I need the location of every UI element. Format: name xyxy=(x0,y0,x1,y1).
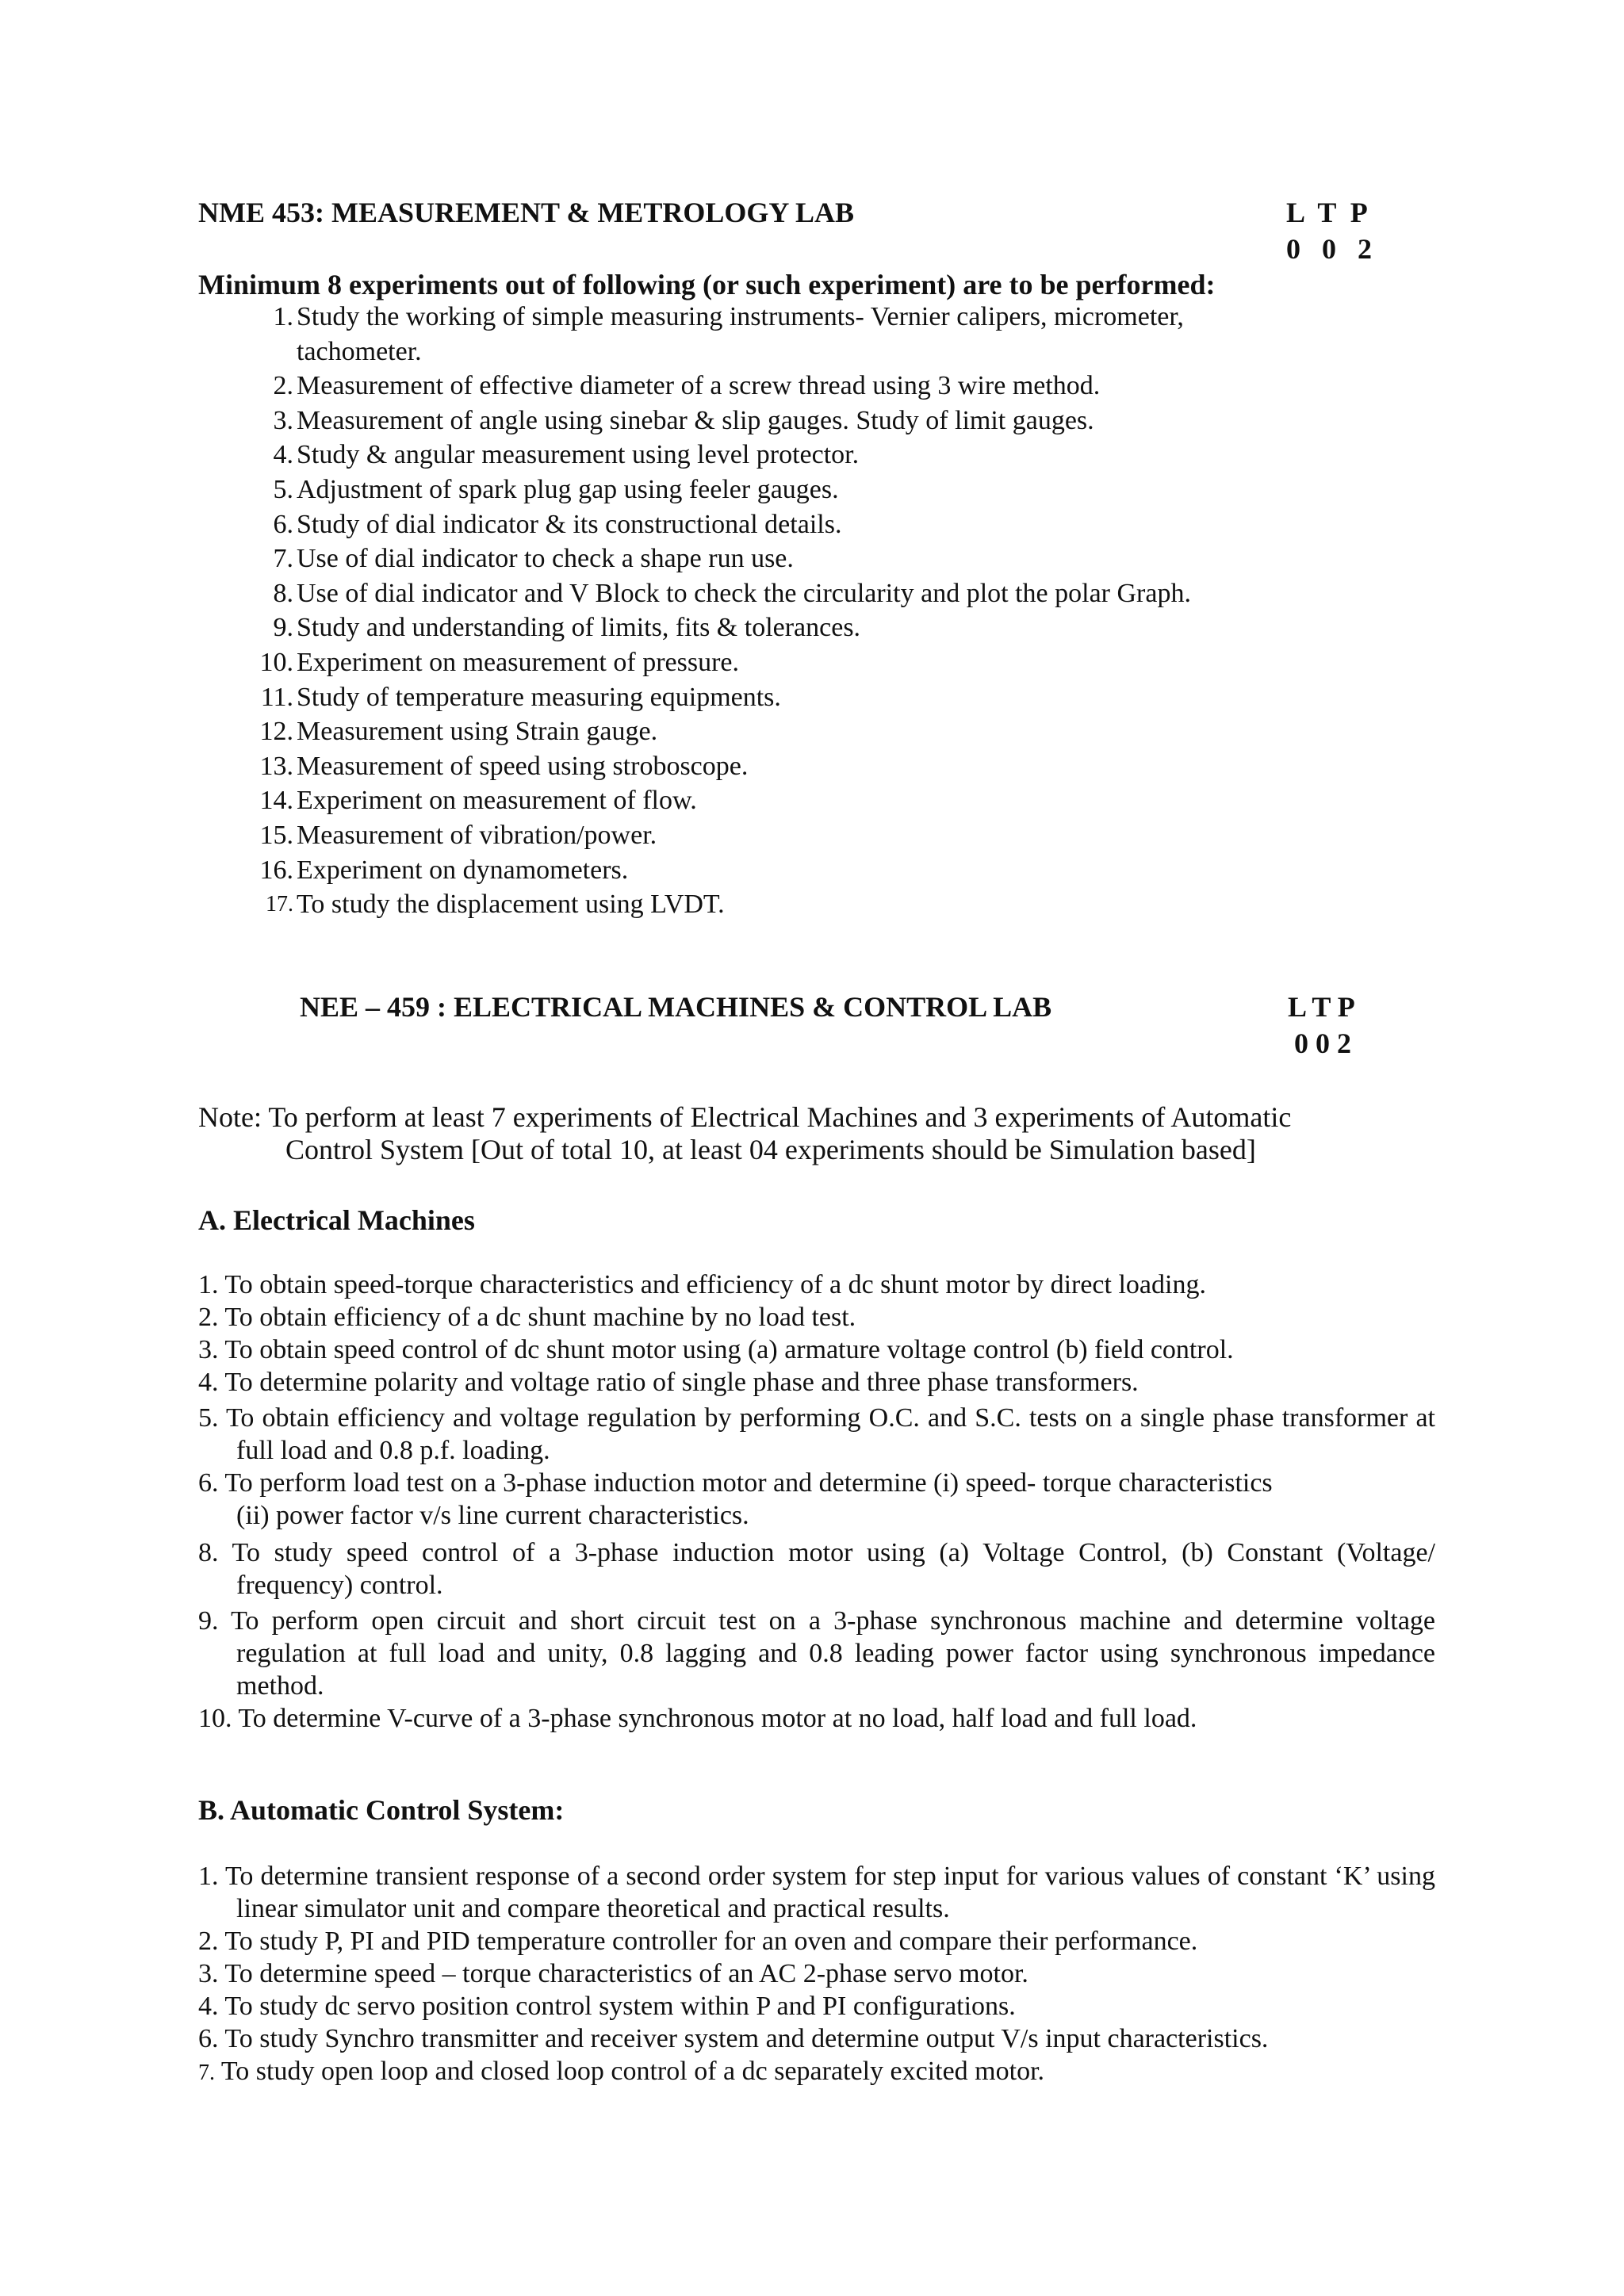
list-item: 4. Study & angular measurement using level protector. xyxy=(273,440,860,470)
list-item: 4. To determine polarity and voltage ratio of single phase and three phase transformers. xyxy=(198,1368,1139,1397)
metrology-experiment-list xyxy=(198,300,1348,922)
ltp-values-1: 0 0 2 xyxy=(1286,233,1372,265)
list-item: 9. To perform open circuit and short circuit test on a 3-phase synchronous machine and determine voltage regulation at full load and unity, 0.8 lagging and 0.8 leading power factor using synchronous impedance method. xyxy=(198,1606,1435,1701)
ltp-values-2: 0 0 2 xyxy=(1294,1027,1351,1059)
electrical-machines-list xyxy=(198,1269,1435,1735)
list-item: 8. Use of dial indicator and V Block to check the circularity and plot the polar Graph. xyxy=(273,578,1191,608)
note-line-2: Control System [Out of total 10, at least 04 experiments should be Simulation based] xyxy=(285,1134,1256,1165)
automatic-control-list xyxy=(198,1860,1435,2089)
course-title-nee459: NEE – 459 : ELECTRICAL MACHINES & CONTROL LAB xyxy=(300,991,1052,1023)
list-item: 10. To determine V-curve of a 3-phase synchronous motor at no load, half load and full load. xyxy=(198,1704,1197,1733)
list-item: 3. Measurement of angle using sinebar & slip gauges. Study of limit gauges. xyxy=(273,405,1094,435)
experiments-instruction: Minimum 8 experiments out of following (or such experiment) are to be performed: xyxy=(198,269,1216,300)
list-item: 11. Study of temperature measuring equipments. xyxy=(260,682,781,712)
list-item: 6. Study of dial indicator & its constructional details. xyxy=(273,509,842,539)
list-item: 1. To obtain speed-torque characteristics and efficiency of a dc shunt motor by direct loading. xyxy=(198,1270,1206,1299)
list-item: 2. To study P, PI and PID temperature controller for an oven and compare their performance. xyxy=(198,1927,1198,1956)
list-item: 5. Adjustment of spark plug gap using feeler gauges. xyxy=(273,474,839,504)
ltp-header-1: L T P xyxy=(1286,197,1368,228)
list-item: 7. To study open loop and closed loop control of a dc separately excited motor. xyxy=(198,2057,1045,2086)
list-item: 3. To obtain speed control of dc shunt motor using (a) armature voltage control (b) field control. xyxy=(198,1335,1234,1364)
part-a-heading: A. Electrical Machines xyxy=(198,1204,475,1236)
list-item: 5. To obtain efficiency and voltage regulation by performing O.C. and S.C. tests on a single phase transformer at full load and 0.8 p.f. loading. xyxy=(198,1403,1435,1465)
list-item: 8. To study speed control of a 3-phase induction motor using (a) Voltage Control, (b) Constant (Voltage/ frequency) control. xyxy=(198,1538,1435,1600)
note-line-1: Note: To perform at least 7 experiments of Electrical Machines and 3 experiments of Automatic xyxy=(198,1101,1292,1133)
list-item: 2. Measurement of effective diameter of a screw thread using 3 wire method. xyxy=(273,371,1101,401)
list-item: 12. Measurement using Strain gauge. xyxy=(259,717,658,747)
list-item: 1. Study the working of simple measuring instruments- Vernier calipers, micrometer, tachometer. xyxy=(273,302,1184,366)
list-item: 2. To obtain efficiency of a dc shunt machine by no load test. xyxy=(198,1303,856,1332)
list-item: 10. Experiment on measurement of pressure. xyxy=(259,647,739,677)
list-item: 7. Use of dial indicator to check a shape run use. xyxy=(273,544,794,574)
list-item: 6. To study Synchro transmitter and receiver system and determine output V/s input characteristics. xyxy=(198,2024,1269,2053)
part-b-heading: B. Automatic Control System: xyxy=(198,1794,565,1826)
list-item: 4. To study dc servo position control system within P and PI configurations. xyxy=(198,1992,1016,2021)
list-item: 6. To perform load test on a 3-phase induction motor and determine (i) speed- torque characteristics (ii) power factor v/s line current characteristics. xyxy=(198,1468,1273,1530)
list-item: 9. Study and understanding of limits, fits & tolerances. xyxy=(273,613,861,643)
list-item: 3. To determine speed – torque characteristics of an AC 2-phase servo motor. xyxy=(198,1959,1028,1988)
list-item: 14. Experiment on measurement of flow. xyxy=(259,786,697,816)
list-item: 1. To determine transient response of a second order system for step input for various values of constant ‘K’ using linear simulator unit and compare theoretical and practical results. xyxy=(198,1862,1435,1923)
ltp-header-2: L T P xyxy=(1288,991,1355,1023)
list-item: 15. Measurement of vibration/power. xyxy=(259,820,657,850)
list-item: 17. To study the displacement using LVDT. xyxy=(266,890,725,920)
course-title-nme453: NME 453: MEASUREMENT & METROLOGY LAB xyxy=(198,197,855,228)
list-item: 13. Measurement of speed using stroboscope. xyxy=(259,751,749,781)
list-item: 16. Experiment on dynamometers. xyxy=(259,855,629,885)
